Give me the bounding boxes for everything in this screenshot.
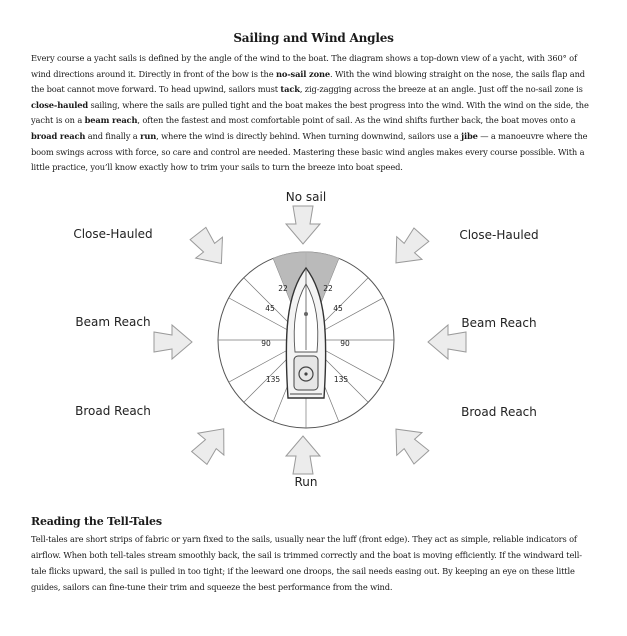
wind-arrow-broad-left-icon [186,418,236,469]
angle-135-right: 135 [333,375,349,384]
angle-22-left: 22 [278,284,288,293]
label-no-sail: No sail [285,190,327,204]
angle-45-right: 45 [333,304,343,313]
wind-arrow-bow-icon [286,206,320,244]
intro-text-run: and finally a [85,130,141,141]
intro-bold-term: run [140,130,157,141]
angle-135-left: 135 [265,375,281,384]
intro-bold-term: beam reach [84,115,138,126]
wind-arrow-run-icon [286,436,320,474]
label-beam-reach-right: Beam Reach [461,316,537,330]
angle-90-right: 90 [340,339,350,348]
intro-bold-term: tack [280,84,300,95]
wind-arrow-beam-right-icon [428,325,466,359]
intro-text-run: — a manoeuvre where the boom swings across with force, so care and control are needed. Mastering these basic wind angles makes every course possible. With a little practice, you’ll know exactly how to trim your sails to turn the breeze into boat speed. [31,130,588,173]
label-run: Run [294,475,318,489]
intro-bold-term: no-sail zone [275,68,330,79]
wind-angle-diagram [0,185,627,505]
intro-text-run: sailing, where the sails are pulled tight and the boat makes the best progress into the wind. With the wind on the side, the yacht is on a [31,99,589,126]
intro-bold-term: jibe [461,130,478,141]
intro-bold-term: broad reach [31,130,86,141]
intro-text-run: , zig-zagging across the breeze at an angle. Just off the no-sail zone is [299,84,583,95]
section-heading: Reading the Tell-Tales [31,515,162,528]
article-title: Sailing and Wind Angles [233,31,394,45]
intro-text-run: Every course a yacht sails is defined by the angle of the wind to the boat. The diagram shows a top-down view of a yacht, with 360° of wind directions around it. Directly in front of the bow is the [31,53,577,79]
wind-arrow-close-hauled-left-icon [185,223,235,274]
wind-arrow-beam-left-icon [154,325,192,359]
wind-arrow-close-hauled-right-icon [383,223,434,274]
tell-tales-paragraph: Tell-tales are short strips of fabric or yarn fixed to the sails, usually near the luff (front edge). They act as simple, reliable indicators of airflow. When both tell-tales stream smoothly back, the sail is trimmed correctly and the boat is moving efficiently. If the windward tell-tale flicks upward, the sail is pulled in too tight; if the leeward one droops, the sail needs easing out. By keeping an eye on these little guides, sailors can fine-tune their trim and squeeze the best performance from the wind. [31,534,582,592]
intro-text-run: , often the fastest and most comfortable point of sail. As the wind shifts further back, the boat moves onto a [137,115,576,126]
label-close-hauled-right: Close-Hauled [459,228,539,242]
angle-90-left: 90 [261,339,271,348]
label-broad-reach-right: Broad Reach [461,405,537,419]
intro-paragraph [31,51,597,176]
intro-text-run: , where the wind is directly behind. When turning downwind, sailors use a [156,130,462,141]
label-broad-reach-left: Broad Reach [75,404,151,418]
intro-bold-term: close-hauled [31,99,89,110]
label-close-hauled-left: Close-Hauled [73,227,153,241]
label-beam-reach-left: Beam Reach [75,315,151,329]
angle-22-right: 22 [323,284,333,293]
wind-arrow-broad-right-icon [383,418,434,469]
intro-text-run: . With the wind blowing straight on the nose, the sails flap and the boat cannot move forward. To head upwind, sailors must [31,68,585,95]
angle-45-left: 45 [265,304,275,313]
